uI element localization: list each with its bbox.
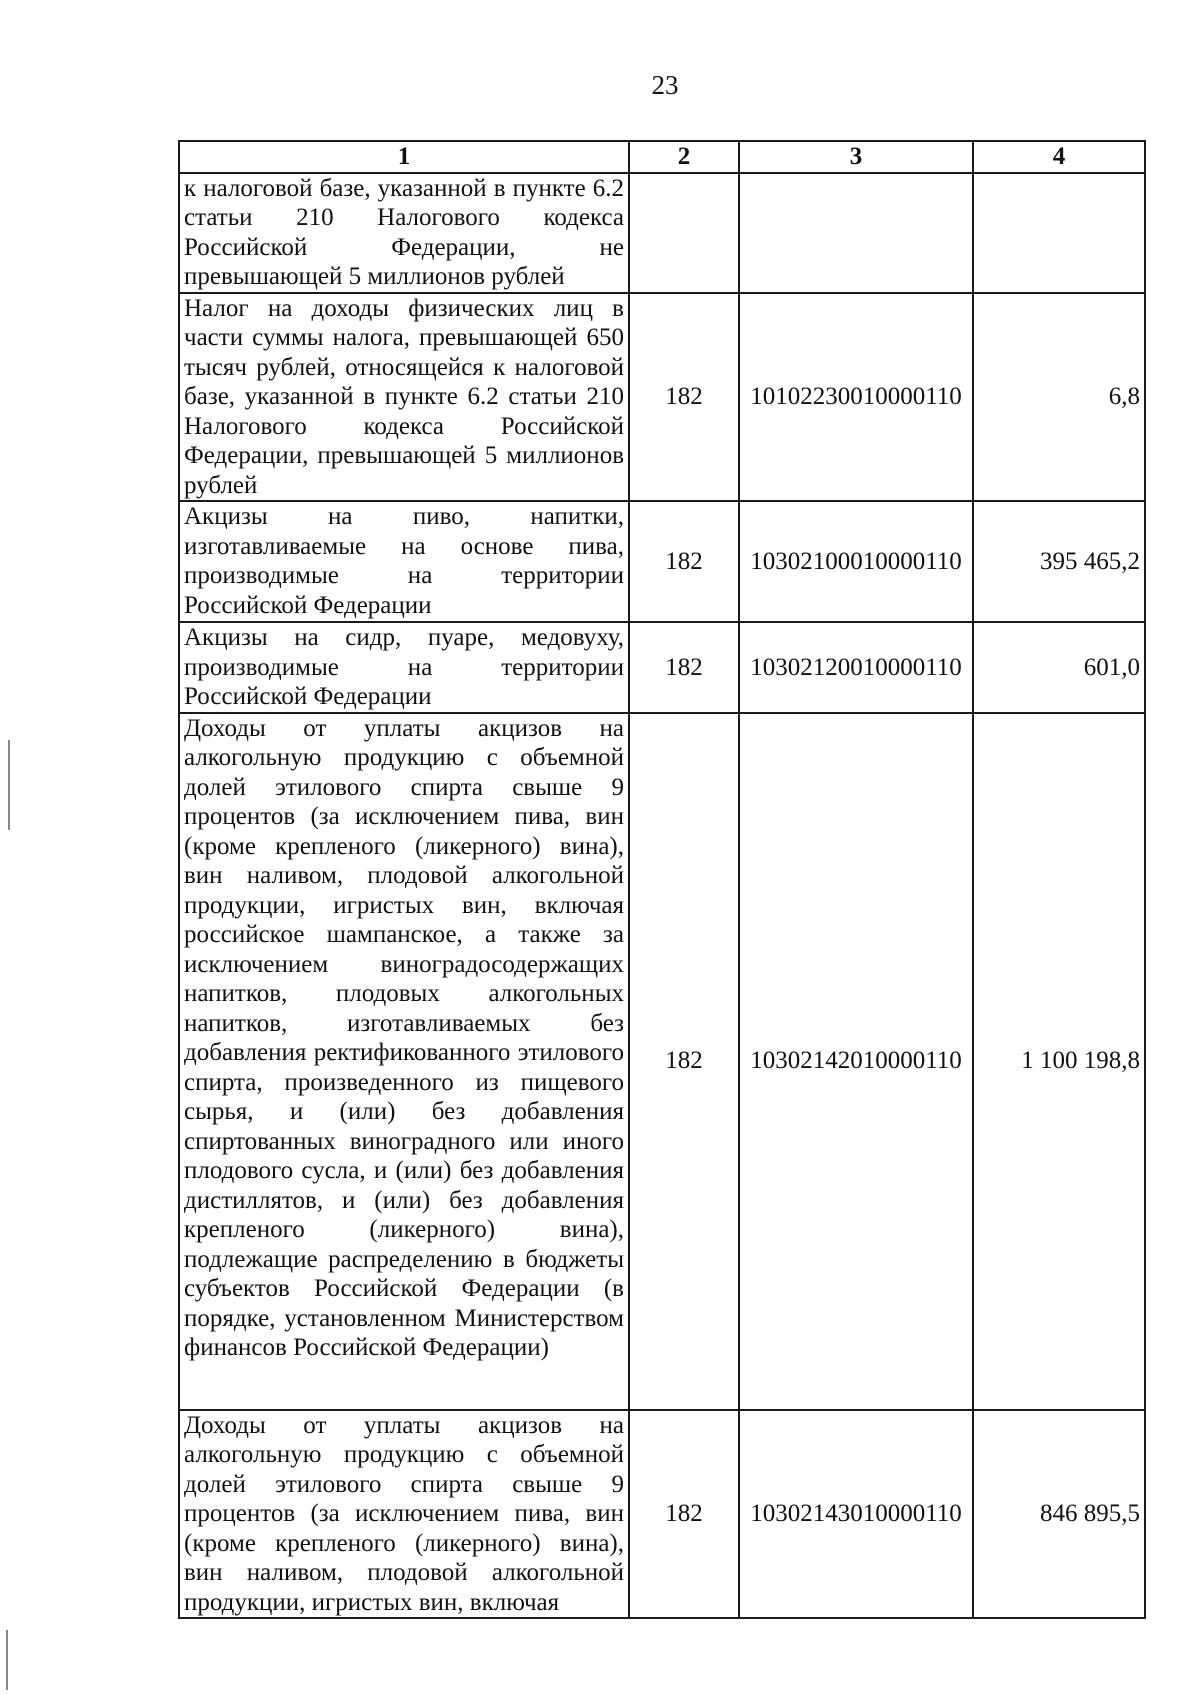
- budget-code-cell: [739, 173, 973, 293]
- budget-code-cell: 10102230010000110: [739, 293, 973, 502]
- table-row: [179, 713, 1145, 1410]
- header-col-4: 4: [973, 141, 1145, 173]
- revenue-name-cell: Доходы от уплаты акцизов на алкогольную продукцию с объемной долей этилового спирта свыше 9 процентов (за исключением пива, вин (кроме крепленого (ликерного) вина), вин наливом, плодовой алкогольной продукции, игристых вин, включая: [179, 1410, 629, 1619]
- table-header-row: [179, 141, 1145, 173]
- revenue-name-cell: Налог на доходы физических лиц в части суммы налога, превышающей 650 тысяч рублей, относящейся к налоговой базе, указанной в пункте 6.2 статьи 210 Налогового кодекса Российской Федерации, превышающей 5 миллионов рублей: [179, 293, 629, 502]
- table-row: [179, 622, 1145, 713]
- budget-code-cell: 10302143010000110: [739, 1410, 973, 1619]
- header-col-3: 3: [739, 141, 973, 173]
- amount-cell: 846 895,5: [973, 1410, 1145, 1619]
- table-row: [179, 293, 1145, 502]
- budget-code-cell: 10302120010000110: [739, 622, 973, 713]
- amount-cell: 6,8: [973, 293, 1145, 502]
- revenue-name-cell: Доходы от уплаты акцизов на алкогольную продукцию с объемной долей этилового спирта свыше 9 процентов (за исключением пива, вин (кроме крепленого (ликерного) вина), вин наливом, плодовой алкогольной продукции, игристых вин, включая российское шампанское, а также за исключением виноградосодержащих напитков, плодовых алкогольных напитков, изготавливаемых без добавления ректификованного этилового спирта, произведенного из пищевого сырья, и (или) без добавления спиртованных виноградного или иного плодового сусла, и (или) без добавления дистиллятов, и (или) без добавления крепленого (ликерного) вина), подлежащие распределению в бюджеты субъектов Российской Федерации (в порядке, установленном Министерством финансов Российской Федерации): [179, 713, 629, 1410]
- amount-cell: 395 465,2: [973, 501, 1145, 622]
- admin-code-cell: 182: [629, 293, 739, 502]
- admin-code-cell: 182: [629, 501, 739, 622]
- admin-code-cell: [629, 173, 739, 293]
- table-row: [179, 1410, 1145, 1619]
- amount-cell: 601,0: [973, 622, 1145, 713]
- budget-code-cell: 10302100010000110: [739, 501, 973, 622]
- revenue-name-cell: Акцизы на сидр, пуаре, медовуху, производимые на территории Российской Федерации: [179, 622, 629, 713]
- budget-code-cell: 10302142010000110: [739, 713, 973, 1410]
- revenue-table: [178, 140, 1146, 1619]
- scan-edge-mark: [8, 740, 10, 830]
- table-row: [179, 173, 1145, 293]
- table-row: [179, 501, 1145, 622]
- admin-code-cell: 182: [629, 622, 739, 713]
- revenue-name-cell: Акцизы на пиво, напитки, изготавливаемые на основе пива, производимые на территории Российской Федерации: [179, 501, 629, 622]
- revenue-name-cell: к налоговой базе, указанной в пункте 6.2 статьи 210 Налогового кодекса Российской Федерации, не превышающей 5 миллионов рублей: [179, 173, 629, 293]
- header-col-1: 1: [179, 141, 629, 173]
- page-number: 23: [651, 70, 679, 100]
- admin-code-cell: 182: [629, 1410, 739, 1619]
- header-col-2: 2: [629, 141, 739, 173]
- scan-edge-mark: [6, 1630, 8, 1690]
- amount-cell: 1 100 198,8: [973, 713, 1145, 1410]
- amount-cell: [973, 173, 1145, 293]
- admin-code-cell: 182: [629, 713, 739, 1410]
